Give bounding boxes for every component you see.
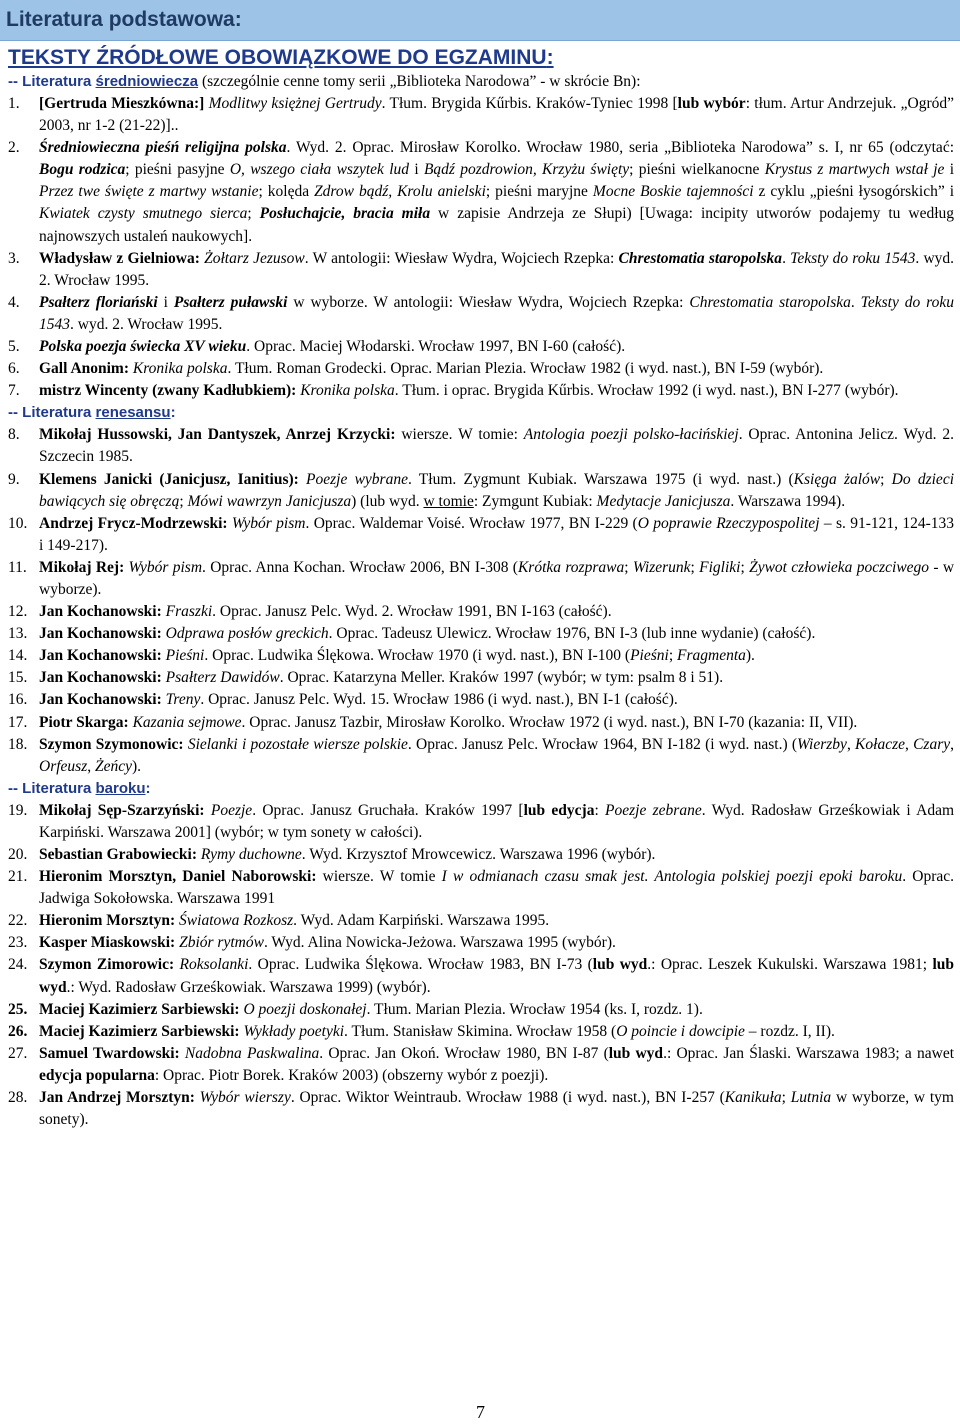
item-number: 4. [8,293,20,311]
item-bold: lub wyd [608,1044,664,1062]
item-title: Figliki [699,558,741,576]
heading-note: (szczególnie cenne tomy serii „Biblioteka Narodowa” - w skrócie Bn): [198,73,641,90]
list-item [8,932,954,954]
item-text: . Oprac. Wiktor Weintraub. Wrocław 1988 (i wyd. nast.), BN I-257 ( [290,1089,725,1107]
item-title: Żeńcy [94,757,132,775]
list-item [8,137,954,247]
item-title: Czary [913,735,951,753]
section-title [8,44,954,71]
item-title: O poezji doskonałej [243,1000,367,1018]
item-text: , [904,735,914,753]
item-text: . Wyd. 2. Oprac. Mirosław Korolko. Wrocław 1980, seria „Biblioteka Narodowa” s. I, nr 65 (odczytać: [286,139,954,157]
item-number: 17. [8,713,28,731]
item-number: 7. [8,382,20,400]
list-item [8,1021,954,1043]
item-title: Wybór pism [128,558,203,576]
item-number: 16. [8,691,28,709]
item-title: Żołtarz Jezusow [204,249,305,267]
list-item [8,910,954,932]
item-author: Kasper Miaskowski: [39,934,180,952]
item-text: z cyklu „pieśni łysogórskich” i [753,183,955,201]
list-item [8,623,954,645]
item-text: . Wyd. Radosław Grześkowiak i Adam Karpiński. Warszawa 2001] (wybór; w tym sonety w całości). [39,801,955,841]
item-title: Do dzieci bawiących się obręczą [39,470,955,510]
item-number: 2. [8,139,20,157]
item-title: Kwiatek czysty smutnego sierca [39,205,248,223]
item-author: Jan Kochanowski: [39,647,166,665]
item-title: I w odmianach czasu smak jest. Antologia polskiej poezji epoki baroku [441,868,903,886]
item-text: . wyd. 2. Wrocław 1995. [39,249,955,289]
item-text: . [782,249,791,267]
list-item [8,689,954,711]
item-text: . Oprac. Waldemar Voisé. Wrocław 1977, BN I-229 ( [305,514,638,532]
list-item [8,645,954,667]
item-text: - w wyborze). [39,558,955,598]
item-title: Zdrow bądź, Krolu anielski [314,183,486,201]
header-title: Literatura podstawowa: [6,8,242,31]
item-number: 8. [8,426,20,444]
item-text: . Oprac. Antonina Jelicz. Wyd. 2. Szczecin 1985. [39,426,954,466]
item-text: ; [247,205,260,223]
list-item [8,93,954,137]
item-author: Jan Kochanowski: [39,625,166,643]
item-number: 25. [8,1000,28,1018]
item-title: Treny [165,691,201,709]
item-title: Psałterz floriański [39,293,158,311]
item-title: Poezje wybrane [306,470,408,488]
item-text: ; [179,492,188,510]
item-title: Kazania sejmowe [132,713,242,731]
list-item [8,380,954,402]
item-text: . Tłum. Roman Grodecki. Oprac. Marian Plezia. Wrocław 1982 (i wyd. nast.), BN I-59 (wybór). [227,360,824,378]
item-title: Żywot człowieka poczciwego [749,558,930,576]
list-item [8,469,954,513]
heading-colon: : [145,779,151,797]
item-title: Wykłady poetyki [243,1022,345,1040]
list-item [8,866,954,910]
item-text: , [846,735,856,753]
list-item [8,513,954,557]
item-text: ; [880,470,892,488]
item-title: Roksolanki [179,956,249,974]
item-title: Odprawa posłów greckich [165,625,329,643]
item-author: Mikołaj Sęp-Szarzyński: [39,801,211,819]
item-title: Antologia poezji polsko-łacińskiej [523,426,739,444]
item-text: : Oprac. Piotr Borek. Kraków 2003) (obszerny wybór z poezji). [154,1066,549,1084]
item-number: 22. [8,912,28,930]
item-title: Pieśni [165,647,205,665]
item-number: 3. [8,249,20,267]
item-author: Maciej Kazimierz Sarbiewski: [39,1000,244,1018]
item-text: . Tłum. Marian Plezia. Wrocław 1954 (ks. I, rozdz. 1). [366,1000,703,1018]
item-text: . Oprac. Tadeusz Ulewicz. Wrocław 1976, BN I-3 (lub inne wydanie) (całość). [328,625,816,643]
item-bold: lub wyd [592,956,648,974]
page-number: 7 [476,1402,485,1422]
item-title: Krystus z martwych wstał je [764,161,945,179]
item-title: Bądź pozdrowion, Krzyżu święty [423,161,630,179]
item-text: . Oprac. Janusz Pelc. Wrocław 1964, BN I-182 (i wyd. nast.) ( [407,735,797,753]
item-author: Samuel Twardowski: [39,1044,185,1062]
item-author: Jan Kochanowski: [39,669,166,687]
item-number: 19. [8,801,28,819]
item-text: wiersze. W tomie: [401,426,524,444]
item-text: .: Wyd. Radosław Grześkowiak. Warszawa 1999) (wybór). [66,978,431,996]
list-item [8,248,954,292]
item-text: . Oprac. Janusz Pelc. Wyd. 2. Wrocław 1991, BN I-163 (całość). [212,603,612,621]
list-item [8,1043,954,1087]
item-text: . W antologii: Wiesław Wydra, Wojciech Rzepka: [304,249,619,267]
item-text: ). [132,757,142,775]
item-title: Poezje zebrane [605,801,702,819]
item-title: Kronika polska [300,382,395,400]
item-number: 5. [8,338,20,356]
item-bold: lub edycja [523,801,595,819]
item-text: ; pieśni pasyjne [125,161,230,179]
item-bold: lub wybór [677,95,746,112]
item-text: . Oprac. Janusz Pelc. Wyd. 15. Wrocław 1986 (i wyd. nast.), BN I-1 (całość). [200,691,678,709]
item-title: Polska poezja świecka XV wieku [39,338,247,356]
item-title: Wizerunk [632,558,691,576]
item-text: . Tłum. Zygmunt Kubiak. Warszawa 1975 (i wyd. nast.) ( [407,470,794,488]
item-title: Wybór pism [231,514,306,532]
item-title: Kronika polska [132,360,228,378]
item-number: 18. [8,735,28,753]
item-text: ; pieśni maryjne [485,183,593,201]
item-title: Teksty do roku 1543 [790,249,916,267]
item-number: 14. [8,647,28,665]
item-text: .: Oprac. Jan Ślaski. Warszawa 1983; a nawet [663,1044,955,1062]
item-author: Piotr Skarga: [39,713,133,731]
item-text: ) (lub wyd. [351,492,424,510]
item-number: 26. [8,1022,28,1040]
item-title: O poprawie Rzeczypospolitej [637,514,820,532]
item-title: Chrestomatia staropolska [618,249,783,267]
item-text: ; [740,558,750,576]
item-number: 27. [8,1044,28,1062]
item-title: Bogu rodzica [39,161,126,179]
item-text: wiersze. W tomie [322,868,442,886]
list-item [8,292,954,336]
list-item [8,601,954,623]
item-text: . Oprac. Janusz Tazbir, Mirosław Korolko. Wrocław 1972 (i wyd. nast.), BN I-70 (kazania: II, VII). [241,713,858,731]
item-author: Hieronim Morsztyn, Daniel Naborowski: [39,868,323,886]
item-title: Medytacje Janicjusza [596,492,731,510]
item-text: . Tłum. i oprac. Brygida Kűrbis. Wrocław 1992 (i wyd. nast.), BN I-277 (wybór). [394,382,899,400]
item-number: 15. [8,669,28,687]
item-number: 1. [8,95,20,112]
item-author: Maciej Kazimierz Sarbiewski: [39,1022,244,1040]
item-title: Modlitwy księżnej Gertrudy [208,95,382,112]
item-text: . Oprac. Ludwika Ślękowa. Wrocław 1983, BN I-73 ( [248,956,593,974]
item-text: ; kolęda [258,183,315,201]
item-text: ; [781,1089,791,1107]
item-text: i [944,161,954,179]
item-title: Mocne Boskie tajemności [592,183,754,201]
medieval-heading [8,71,954,93]
item-text: . Oprac. Katarzyna Meller. Kraków 1997 (wybór; w tym: psalm 8 i 51). [279,669,724,687]
item-title: Teksty do roku 1543 [39,293,955,333]
heading-prefix: -- Literatura [8,404,96,422]
item-author: Mikołaj Hussowski, Jan Dantyszek, Anrzej Krzycki: [39,426,402,444]
item-text: – rozdz. I, II). [744,1022,835,1040]
item-text: .: Oprac. Leszek Kukulski. Warszawa 1981; [647,956,933,974]
item-title: Chrestomatia staropolska [689,293,851,311]
item-text: . [850,293,861,311]
item-title: Orfeusz [39,757,88,775]
item-author: Szymon Szymonowic: [39,735,188,753]
heading-period: średniowiecza [95,73,199,90]
item-number: 13. [8,625,28,643]
item-author: mistrz Wincenty (zwany Kadłubkiem): [39,382,301,400]
item-text: . Oprac. Anna Kochan. Wrocław 2006, BN I-308 ( [202,558,518,576]
item-author: Hieronim Morsztyn: [39,912,180,930]
item-text: . Tłum. Stanisław Skimina. Wrocław 1958 ( [344,1022,617,1040]
item-title: O, wszego ciała wszytek lud [229,161,410,179]
item-title: Posłuchajcie, bracia miła [259,205,431,223]
item-text: – s. 91-121, 124-133 i 149-217). [39,514,955,554]
header-bar [0,0,960,41]
item-text: w zapisie Andrzeja ze Słupi) [Uwaga: incipity utworów podajemy tu według najnowszych ustaleń naukowych]. [39,205,955,245]
item-text: ; [668,647,677,665]
list-item [8,954,954,998]
heading-colon: : [170,404,176,422]
item-title: Zbiór rytmów [179,934,264,952]
item-text: . Oprac. Jan Okoń. Wrocław 1980, BN I-87 ( [319,1044,609,1062]
item-title: Psałterz Dawidów [165,669,280,687]
item-text: . wyd. 2. Wrocław 1995. [70,315,223,333]
list-item [8,557,954,601]
item-text: . Wyd. Alina Nowicka-Jeżowa. Warszawa 1995 (wybór). [263,934,616,952]
section-title-colon: : [546,46,554,69]
item-title: Księga żalów [793,470,881,488]
item-text: i [157,293,174,311]
list-item [8,1087,954,1131]
heading-period: renesansu [95,404,171,422]
item-title: Psałterz puławski [173,293,288,311]
item-number: 9. [8,470,20,488]
list-item [8,358,954,380]
baroque-heading [8,778,954,800]
item-text: ; [624,558,633,576]
item-title: Pieśni [630,647,669,665]
item-author: Jan Kochanowski: [39,691,166,709]
item-title: Mówi wawrzyn Janicjusza [187,492,352,510]
item-text: : tłum. Artur Andrzejuk. „Ogród” 2003, nr 1-2 (21-22)].. [39,95,955,135]
section-title-text: TEKSTY ŹRÓDŁOWE OBOWIĄZKOWE DO EGZAMINU [8,46,547,69]
item-text: . Tłum. Brygida Kűrbis. Kraków-Tyniec 1998 [ [381,95,678,112]
item-title: Fraszki [165,603,213,621]
list-item [8,667,954,689]
item-text: : Zymgunt Kubiak: [473,492,597,510]
item-author: Mikołaj Rej: [39,558,129,576]
item-title: Poezje [210,801,253,819]
item-number: 10. [8,514,28,532]
item-author: Jan Kochanowski: [39,603,166,621]
item-text: : [594,801,606,819]
item-text: ; pieśni wielkanocne [629,161,765,179]
item-author: Szymon Zimorowic: [39,956,180,974]
document-body [8,44,954,1131]
item-text: . Warszawa 1994). [730,492,846,510]
item-title: Wybór wierszy [199,1089,291,1107]
item-number: 23. [8,934,28,952]
item-author: Gall Anonim: [39,360,133,378]
heading-period: baroku [95,779,146,797]
item-bold: lub wyd [39,956,954,996]
item-text: . Oprac. Maciej Włodarski. Wrocław 1997, BN I-60 (całość). [246,338,626,356]
item-title: Sielanki i pozostałe wiersze polskie [187,735,408,753]
item-number: 20. [8,846,28,863]
item-text: . Oprac. Janusz Gruchała. Kraków 1997 [ [252,801,524,819]
item-author: Klemens Janicki (Janicjusz, Ianitius): [39,470,307,488]
renaissance-heading [8,402,954,424]
item-text: . Oprac. Jadwiga Sokołowska. Warszawa 1991 [39,868,954,908]
item-title: Fragmenta [677,647,746,665]
item-author: Andrzej Frycz-Modrzewski: [39,514,232,532]
item-title: Wierzby [797,735,847,753]
item-number: 21. [8,868,28,886]
item-text: w tomie [423,492,474,510]
item-title: Średniowieczna pieśń religijna polska [39,139,287,157]
item-number: 12. [8,603,28,621]
item-title: O poincie i dowcipie [616,1022,745,1040]
item-title: Przez twe święte z martwy wstanie [39,183,259,201]
list-item [8,712,954,734]
item-title: Kanikuła [724,1089,782,1107]
item-author: Jan Andrzej Morsztyn: [39,1089,200,1107]
heading-prefix: -- Literatura [8,73,96,90]
list-item [8,734,954,778]
list-item [8,336,954,358]
list-item [8,800,954,844]
item-title: Nadobna Paskwalina [184,1044,320,1062]
item-title: Krótka rozprawa [517,558,625,576]
item-number: 24. [8,956,28,974]
heading-prefix: -- Literatura [8,779,96,797]
list-item [8,999,954,1021]
item-bold: edycja popularna [39,1066,155,1084]
item-author: Sebastian Grabowiecki: [39,846,201,863]
item-number: 6. [8,360,20,378]
list-item [8,844,954,866]
item-text: w wyborze. W antologii: Wiesław Wydra, Wojciech Rzepka: [287,293,690,311]
item-number: 28. [8,1089,28,1107]
item-author: [Gertruda Mieszkówna:] [39,95,209,112]
item-title: Światowa Rozkosz [179,912,294,930]
item-text: w wyborze, w tym sonety). [39,1089,954,1129]
item-title: Rymy duchowne [200,846,302,863]
item-text: . Wyd. Adam Karpiński. Warszawa 1995. [293,912,550,930]
item-text: , [87,757,95,775]
list-item [8,424,954,468]
item-text: ). [745,647,755,665]
item-text: ; [690,558,700,576]
item-author: Władysław z Gielniowa: [39,249,205,267]
item-number: 11. [8,558,27,576]
item-title: Lutnia [790,1089,832,1107]
item-title: Kołacze [855,735,905,753]
item-text: , [950,735,955,753]
item-text: . Wyd. Krzysztof Mrowcewicz. Warszawa 1996 (wybór). [301,846,656,863]
item-text: . Oprac. Ludwika Ślękowa. Wrocław 1970 (i wyd. nast.), BN I-100 ( [204,647,631,665]
item-text: i [409,161,424,179]
